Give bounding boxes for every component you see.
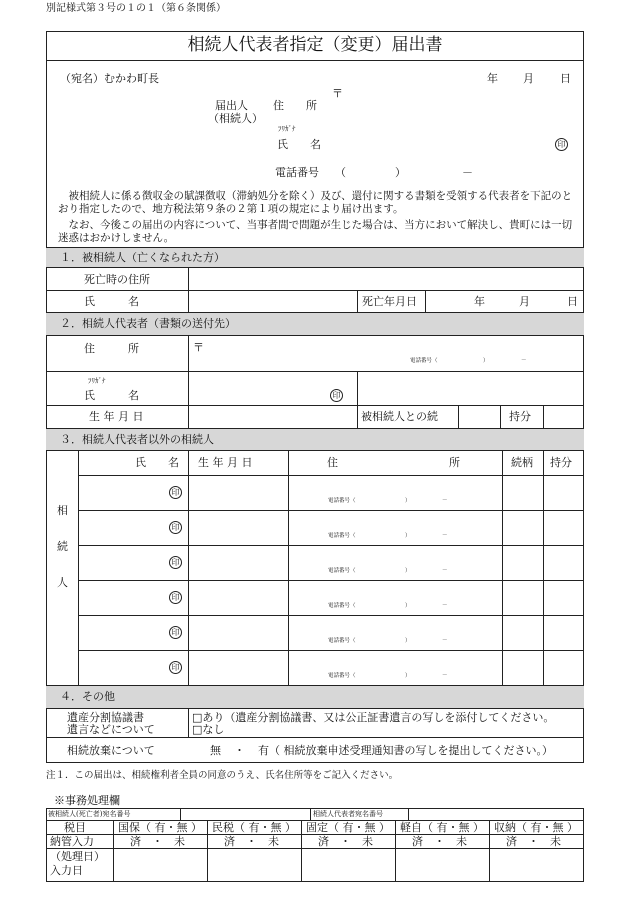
heir-phone-dash: －: [442, 638, 448, 644]
heir-phone-dash: －: [442, 533, 448, 539]
heir-seal-mark: 印: [169, 626, 182, 639]
section3-col-relation: 続柄: [511, 456, 533, 469]
representative-number-label: 相続人代表者宛名番号: [313, 810, 383, 818]
section3-side-label-3: 人: [57, 576, 68, 589]
submitter-sub-label: （相続人）: [208, 112, 263, 125]
section2-furigana-label: ﾌﾘｶﾞﾅ: [88, 377, 106, 385]
phone-label: 電話番号: [275, 166, 319, 179]
notice-paragraph-1: 被相続人に係る徴収金の賦課徴収（滞納処分を除く）及び、還付に関する書類を受領する代表者を下記のとおり指定したので、地方税法第９条の２第１項の規定により届け出ます。: [58, 190, 573, 215]
heir-phone-dash: －: [442, 498, 448, 504]
tax-cell: 収納（ 有・無 ）: [494, 821, 578, 834]
heir-phone-label: 電話番号（: [328, 498, 356, 504]
section2-phone-close: ）: [483, 358, 489, 364]
section3-col-address-b: 所: [449, 456, 460, 469]
heir-phone-dash: －: [442, 673, 448, 679]
section1-day: 日: [567, 295, 578, 308]
heir-phone-close: ）: [405, 673, 411, 679]
office-heading: ※事務処理欄: [54, 794, 120, 807]
heir-phone-close: ）: [405, 568, 411, 574]
heir-seal-mark: 印: [169, 591, 182, 604]
renounce-label: 相続放棄について: [67, 744, 155, 757]
division-label-1: 遺産分割協議書: [67, 711, 144, 724]
renounce-none-option[interactable]: 無: [210, 744, 221, 757]
tax-cell: 民税（ 有・無 ）: [212, 821, 296, 834]
division-option-no[interactable]: □なし: [192, 723, 225, 736]
section1-year: 年: [474, 295, 485, 308]
section3-heading: ３．相続人代表者以外の相続人: [60, 433, 214, 446]
input-row-label: 納管入力: [50, 835, 94, 848]
section2-relation-label: 被相続人との続: [361, 410, 438, 423]
decedent-number-label: 被相続人(死亡者)宛名番号: [48, 810, 131, 818]
section2-phone-dash: －: [521, 358, 527, 364]
date-year-label: 年: [487, 72, 498, 85]
section3-col-name: 氏 名: [135, 456, 179, 469]
input-status-cell: 済 ・ 未: [224, 835, 279, 848]
tax-cell: 国保（ 有・無 ）: [118, 821, 202, 834]
postal-mark: 〒: [332, 87, 343, 100]
tax-row-label: 税目: [64, 821, 86, 834]
section1-heading: １．被相続人（亡くなられた方）: [60, 251, 225, 264]
input-status-cell: 済 ・ 未: [130, 835, 185, 848]
section2-share-label: 持分: [509, 410, 531, 423]
form-title: 相続人代表者指定（変更）届出書: [187, 35, 443, 55]
heir-seal-mark: 印: [169, 521, 182, 534]
heir-phone-label: 電話番号（: [328, 603, 356, 609]
heir-seal-mark: 印: [169, 556, 182, 569]
heir-seal-mark: 印: [169, 486, 182, 499]
section1-address-label: 死亡時の住所: [84, 273, 150, 286]
section1-death-date-label: 死亡年月日: [362, 295, 417, 308]
heir-phone-dash: －: [442, 603, 448, 609]
section2-phone-label: 電話番号（: [410, 358, 438, 364]
section1-month: 月: [519, 295, 530, 308]
section3-side-label-2: 続: [57, 540, 68, 553]
input-status-cell: 済 ・ 未: [506, 835, 561, 848]
heir-phone-close: ）: [405, 603, 411, 609]
seal-mark: 印: [555, 138, 568, 151]
footnote: 注１．この届出は、相続権利者全員の同意のうえ、氏名住所等をご記入ください。: [46, 770, 399, 781]
input-status-cell: 済 ・ 未: [412, 835, 467, 848]
division-label-2: 遺言などについて: [67, 723, 155, 736]
section2-birth-label: 生 年 月 日: [89, 410, 144, 423]
tax-cell: 軽自（ 有・無 ）: [400, 821, 484, 834]
section3-col-share: 持分: [550, 456, 572, 469]
form-number: 別記様式第３号の１の１（第６条関係）: [46, 3, 226, 14]
heir-phone-close: ）: [405, 638, 411, 644]
heir-phone-dash: －: [442, 568, 448, 574]
heir-phone-close: ）: [405, 498, 411, 504]
phone-dash: －: [462, 166, 473, 179]
division-option-yes[interactable]: □あり（遺産分割協議書、又は公正証書遺言の写しを添付してください。: [192, 711, 555, 724]
input-status-cell: 済 ・ 未: [318, 835, 373, 848]
heir-phone-label: 電話番号（: [328, 568, 356, 574]
date-day-label: 日: [560, 72, 571, 85]
tax-cell: 固定（ 有・無 ）: [306, 821, 390, 834]
heir-phone-label: 電話番号（: [328, 673, 356, 679]
section4-heading: ４．その他: [60, 690, 115, 703]
submitter-furigana-label: ﾌﾘｶﾞﾅ: [278, 125, 296, 133]
heir-phone-label: 電話番号（: [328, 533, 356, 539]
renounce-separator: ・: [234, 744, 245, 757]
heir-phone-label: 電話番号（: [328, 638, 356, 644]
section2-seal-mark: 印: [330, 389, 343, 402]
section3-side-label-1: 相: [57, 504, 68, 517]
heir-seal-mark: 印: [169, 661, 182, 674]
phone-paren-open: （: [335, 166, 346, 179]
notice-paragraph-2: なお、今後この届出の内容について、当事者間で問題が生じた場合は、当方において解決し、貴町には一切迷惑はおかけしません。: [58, 219, 573, 244]
heir-phone-close: ）: [405, 533, 411, 539]
renounce-yes-option[interactable]: 有（ 相続放棄申述受理通知書の写しを提出してください。）: [258, 744, 553, 757]
section2-heading: ２．相続人代表者（書類の送付先）: [60, 317, 236, 330]
submitter-name-label: 氏 名: [277, 138, 321, 151]
addressee: （宛名）むかわ町長: [60, 72, 159, 85]
submitter-label: 届出人: [215, 99, 248, 112]
input-date-label: 入力日: [50, 864, 83, 877]
section1-name-label: 氏 名: [84, 295, 139, 308]
section2-address-label: 住 所: [84, 342, 139, 355]
section2-postal-mark: 〒: [193, 341, 204, 354]
section2-name-label: 氏 名: [84, 389, 139, 402]
submitter-address-label: 住 所: [273, 99, 317, 112]
phone-paren-close: ）: [395, 166, 406, 179]
processed-date-label: （処理日）: [50, 850, 105, 863]
date-month-label: 月: [523, 72, 534, 85]
section3-col-birth: 生 年 月 日: [198, 456, 253, 469]
section3-col-address-a: 住: [327, 456, 338, 469]
